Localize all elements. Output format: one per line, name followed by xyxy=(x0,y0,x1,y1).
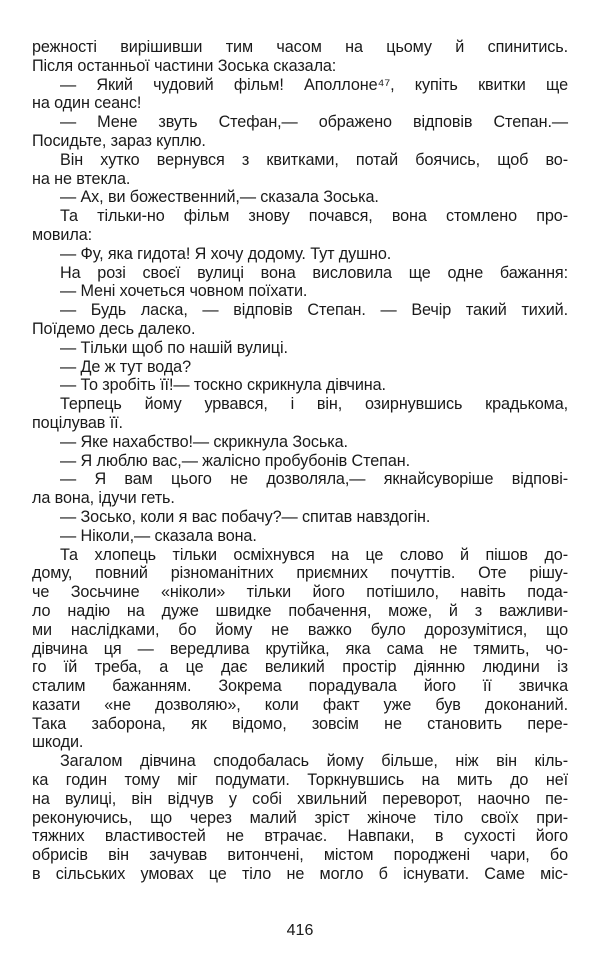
text-line: в сільських умовах це тіло не могло б існувати. Саме міс- xyxy=(32,865,568,884)
text-line: реконуючись, що через малий зріст жіноче тіло своїх при- xyxy=(32,808,568,827)
text-line: обрисів він зачував витончені, містом породжені чари, бо xyxy=(32,846,568,865)
text-line: го їй треба, а це дає великий простір діянню людини із xyxy=(32,658,568,677)
text-line: Після останньої частини Зоська сказала: xyxy=(32,56,337,75)
text-line: казати «не дозволяю», коли факт уже був доконаний. xyxy=(32,695,568,714)
text-line: — То зробіть її!— тоскно скрикнула дівчина. xyxy=(60,376,386,395)
text-line: — Ніколи,— сказала вона. xyxy=(60,526,257,545)
text-line: — Який чудовий фільм! Аполлоне⁴⁷, купіть квитки ще xyxy=(60,75,568,94)
text-line: ка годин тому міг подумати. Торкнувшись на мить до неї xyxy=(32,771,568,790)
text-line: поцілував її. xyxy=(32,413,123,432)
text-line: Така заборона, як відомо, зовсім не становить пере- xyxy=(32,714,568,733)
text-line: — Будь ласка, — відповів Степан. — Вечір такий тихий. xyxy=(60,301,568,320)
text-line: — Зосько, коли я вас побачу?— спитав навздогін. xyxy=(60,507,431,526)
text-line: тяжних властивостей не втрачає. Навпаки, в сухості його xyxy=(32,827,568,846)
text-line: — Ах, ви божественний,— сказала Зоська. xyxy=(60,188,379,207)
text-line: шкоди. xyxy=(32,733,84,752)
text-line: Терпець йому урвався, і він, озирнувшись крадькома, xyxy=(60,395,568,414)
text-line: Загалом дівчина сподобалась йому більше, ніж він кіль- xyxy=(60,752,568,771)
text-line: ло надію на дуже швидке побачення, може, й з важливи- xyxy=(32,601,568,620)
page-body-text xyxy=(32,38,568,884)
text-line: сталим бажанням. Зокрема порадувала його її звичка xyxy=(32,677,568,696)
text-line: — Тільки щоб по нашій вулиці. xyxy=(60,338,288,357)
page-number: 416 xyxy=(286,922,314,939)
text-line: дому, повний різноманітних приємних почуттів. Оте рішу- xyxy=(32,564,568,583)
text-line: — Я вам цього не дозволяла,— якнайсуворіше відпові- xyxy=(60,470,568,489)
text-line: режності вирішивши тим часом на цьому й спинитись. xyxy=(32,38,568,56)
text-line: че Зосьчине «ніколи» тільки його потішило, навіть пода- xyxy=(32,583,568,602)
text-line: — Фу, яка гидота! Я хочу додому. Тут душно. xyxy=(60,244,392,263)
text-line: — Мені хочеться човном поїхати. xyxy=(60,282,308,301)
text-line: На розі своєї вулиці вона висловила ще одне бажання: xyxy=(60,263,568,282)
text-line: дівчина ця — вередлива крутійка, яка сама не тямить, чо- xyxy=(32,639,568,658)
text-line: ла вона, ідучи геть. xyxy=(32,489,175,508)
text-line: — Яке нахабство!— скрикнула Зоська. xyxy=(60,432,348,451)
text-line: на не втекла. xyxy=(32,169,131,188)
text-line: — Я люблю вас,— жалісно пробубонів Степан. xyxy=(60,451,410,470)
text-line: на вулиці, він відчув у собі хвильний переворот, наочно пе- xyxy=(32,789,568,808)
text-line: Поїдемо десь далеко. xyxy=(32,319,196,338)
text-line: — Мене звуть Стефан,— ображено відповів Степан.— xyxy=(60,113,568,132)
text-line: на один сеанс! xyxy=(32,94,142,113)
text-line: Та хлопець тільки осміхнувся на це слово й пішов до- xyxy=(60,545,568,564)
text-line: Посидьте, зараз куплю. xyxy=(32,131,206,150)
text-line: Він хутко вернувся з квитками, потай боячись, щоб во- xyxy=(60,150,568,169)
text-line: Та тільки-но фільм знову почався, вона стомлено про- xyxy=(60,207,568,226)
text-line: — Де ж тут вода? xyxy=(60,357,191,376)
text-line: мовила: xyxy=(32,225,93,244)
text-line: ми наслідками, бо йому не важко було дорозумітися, що xyxy=(32,620,568,639)
